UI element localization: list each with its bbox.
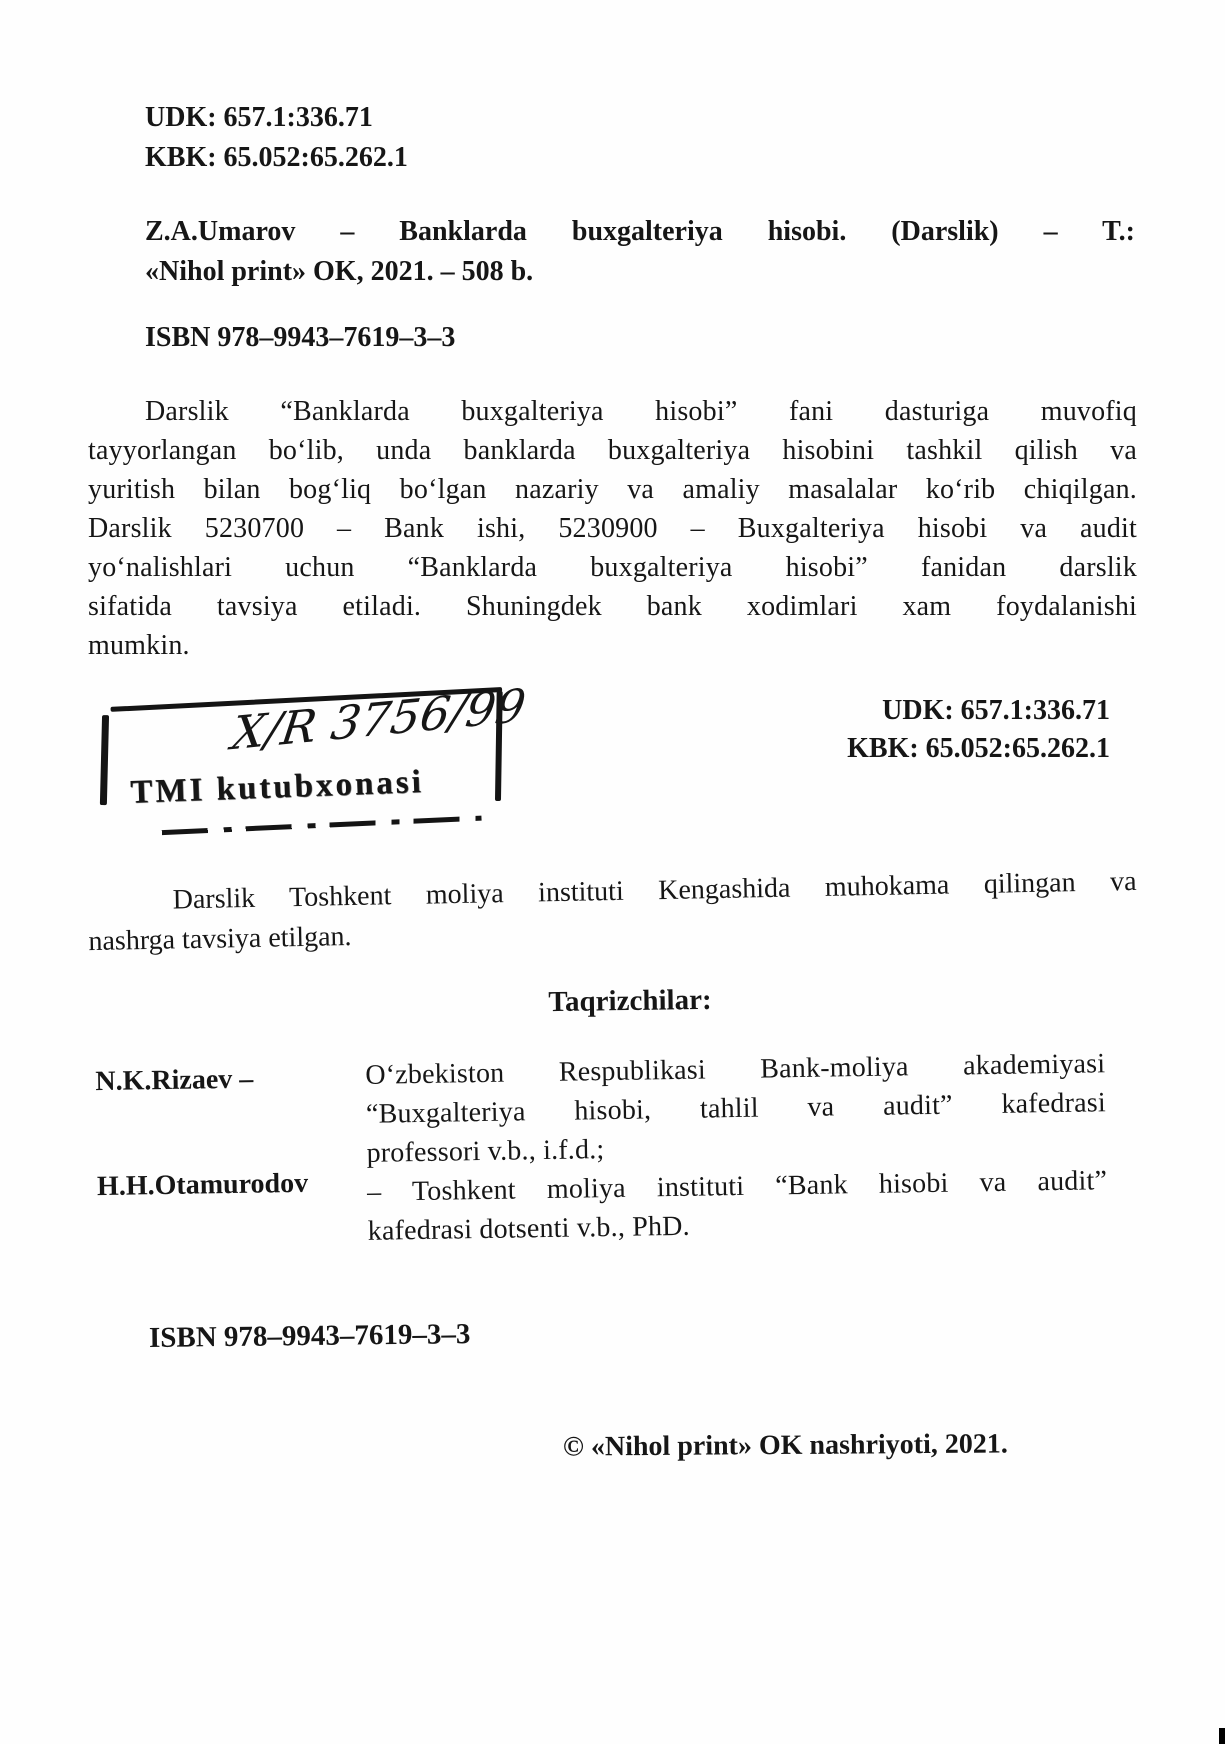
- library-stamp: [94, 678, 529, 843]
- reviewers-block: [95, 1044, 1125, 1247]
- kbk-right-line: KBK: 65.052:65.262.1: [847, 733, 1110, 764]
- reviewer-desc: [365, 1044, 1107, 1173]
- stamp-library-label: TMI kutubxonasi: [129, 763, 425, 811]
- copyright-line: © «Nihol print» OK nashriyoti, 2021.: [562, 1428, 1008, 1463]
- udk-kbk-right-block: [760, 692, 1110, 768]
- reviewer-desc: [367, 1161, 1108, 1251]
- citation-line: «Nihol print» OK, 2021. – 508 b.: [145, 256, 534, 287]
- intro-line: yo‘nalishlari uchun “Banklarda buxgalteriya hisobi” fanidan darslik: [88, 552, 1137, 583]
- approval-line: nashrga tavsiya etilgan.: [88, 921, 352, 958]
- citation-line: Z.A.Umarov – Banklarda buxgalteriya hisobi. (Darslik) – T.:: [145, 216, 1135, 247]
- stamp-bottom-border: [162, 816, 482, 836]
- reviewer-desc-line: – Toshkent moliya instituti “Bank hisobi va audit”: [366, 1165, 1108, 1208]
- scan-artifact-mark: [1219, 1728, 1225, 1744]
- approval-block: [87, 862, 1137, 962]
- stamp-left-border: [100, 715, 109, 805]
- intro-line: Darslik “Banklarda buxgalteriya hisobi” fani dasturiga muvofiq: [145, 396, 1137, 427]
- intro-line: tayyorlangan bo‘lib, unda banklarda buxgalteriya hisobini tashkil qilish va: [88, 435, 1137, 466]
- reviewer-name: H.H.Otamurodov: [96, 1167, 309, 1203]
- reviewer-desc-line: professori v.b., i.f.d.;: [366, 1134, 605, 1169]
- intro-line: yuritish bilan bog‘liq bo‘lgan nazariy va amaliy masalalar ko‘rib chiqilgan.: [88, 474, 1137, 505]
- reviewer-desc-line: kafedrasi dotsenti v.b., PhD.: [367, 1210, 691, 1247]
- reviewer-desc-line: “Buxgalteriya hisobi, tahlil va audit” kafedrasi: [365, 1087, 1107, 1130]
- isbn-bottom: ISBN 978–9943–7619–3–3: [148, 1318, 471, 1354]
- reviewer-row: [95, 1044, 1125, 1169]
- isbn-top: ISBN 978–9943–7619–3–3: [145, 322, 456, 353]
- kbk-top-line: KBK: 65.052:65.262.1: [145, 142, 408, 173]
- intro-line: Darslik 5230700 – Bank ishi, 5230900 – Buxgalteriya hisobi va audit: [88, 513, 1137, 544]
- intro-paragraph: [88, 392, 1137, 665]
- intro-line: mumkin.: [88, 630, 190, 661]
- citation-block: [145, 212, 1135, 292]
- reviewer-name: N.K.Rizaev –: [95, 1063, 254, 1098]
- reviewer-desc-line: O‘zbekiston Respublikasi Bank-moliya akademiyasi: [365, 1048, 1106, 1091]
- udk-top-line: UDK: 657.1:336.71: [145, 102, 373, 133]
- reviewers-heading: Taqrizchilar:: [548, 983, 712, 1019]
- approval-line: Darslik Toshkent moliya instituti Kengashida muhokama qilingan va: [172, 865, 1137, 916]
- intro-line: sifatida tavsiya etiladi. Shuningdek bank xodimlari xam foydalanishi: [88, 591, 1137, 622]
- stamp-accession-number: X/R 3756/99: [228, 678, 529, 761]
- udk-right-line: UDK: 657.1:336.71: [882, 695, 1110, 726]
- udk-kbk-top-block: [145, 98, 408, 178]
